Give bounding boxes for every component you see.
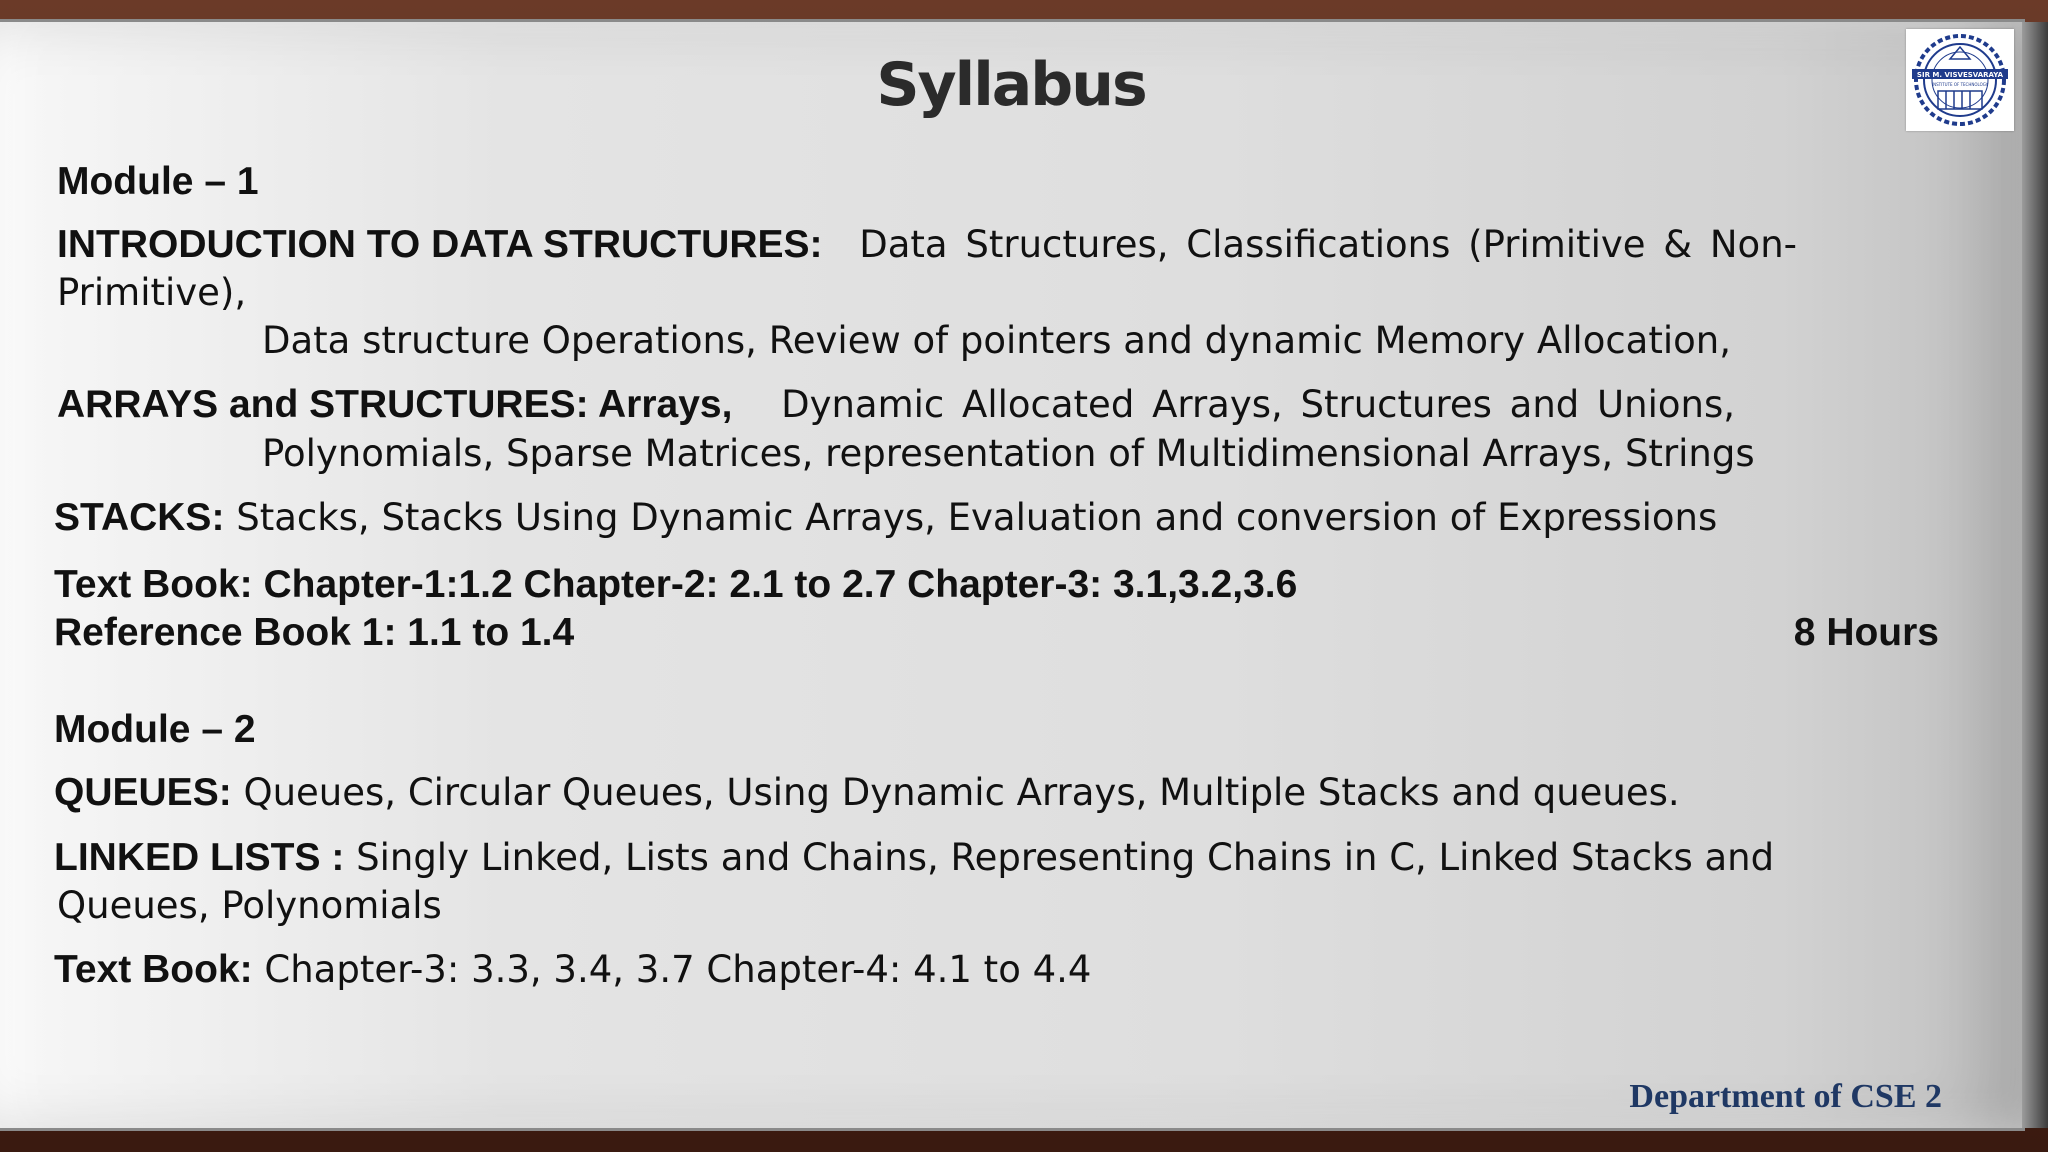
intro-text-2: Primitive), [57, 271, 247, 314]
linked-lists-label: LINKED LISTS : [54, 836, 345, 879]
linked-lists-line-1 [54, 836, 1774, 880]
module-1-textbook: Text Book: Chapter-1:1.2 Chapter-2: 2.1 to 2.7 Chapter-3: 3.1,3.2,3.6 [54, 563, 1298, 606]
linked-lists-text-1: Singly Linked, Lists and Chains, Representing Chains in C, Linked Stacks and [356, 836, 1775, 879]
slide-title: Syllabus [876, 50, 1146, 120]
svg-text:INSTITUTE OF TECHNOLOGY: INSTITUTE OF TECHNOLOGY [1931, 82, 1989, 87]
footer-department: Department of CSE 2 [1629, 1078, 1942, 1115]
arrays-text-2: Polynomials, Sparse Matrices, representation of Multidimensional Arrays, Strings [262, 432, 1755, 475]
stacks-text: Stacks, Stacks Using Dynamic Arrays, Evaluation and conversion of Expressions [236, 496, 1718, 539]
arrays-text-1: Dynamic Allocated Arrays, Structures and Unions, [781, 383, 1735, 426]
svg-text:SIR M. VISVESVARAYA: SIR M. VISVESVARAYA [1916, 71, 2004, 79]
stacks-line [54, 496, 1717, 540]
page-edge [2022, 22, 2048, 1128]
module-1-heading: Module – 1 [57, 160, 259, 203]
module-2-textbook [54, 948, 1091, 992]
module-2-textbook-label: Text Book: [54, 948, 253, 991]
queues-line [54, 771, 1680, 815]
intro-text-3: Data structure Operations, Review of pointers and dynamic Memory Allocation, [262, 319, 1731, 362]
institute-logo [1906, 29, 2014, 131]
module-1-reference: Reference Book 1: 1.1 to 1.4 [54, 611, 575, 654]
arrays-line-1 [57, 383, 1735, 427]
arrays-label: ARRAYS and STRUCTURES: Arrays, [57, 383, 733, 426]
stacks-label: STACKS: [54, 496, 225, 539]
module-1-hours: 8 Hours [1793, 611, 1939, 654]
module-2-textbook-text: Chapter-3: 3.3, 3.4, 3.7 Chapter-4: 4.1 to 4.4 [264, 948, 1092, 991]
intro-label: INTRODUCTION TO DATA STRUCTURES: [57, 223, 823, 266]
queues-text: Queues, Circular Queues, Using Dynamic Arrays, Multiple Stacks and queues. [243, 771, 1680, 814]
intro-line-1 [57, 223, 1797, 267]
queues-label: QUEUES: [54, 771, 232, 814]
linked-lists-text-2: Queues, Polynomials [57, 884, 442, 927]
intro-text-1: Data Structures, Classifications (Primitive & Non- [859, 223, 1797, 266]
module-2-heading: Module – 2 [54, 708, 256, 751]
